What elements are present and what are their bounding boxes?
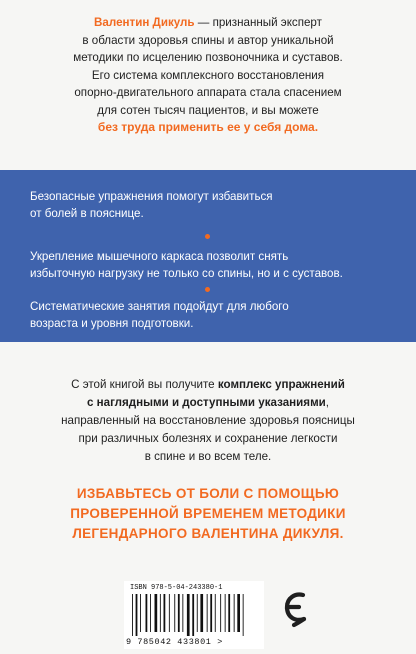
barcode-bar: [160, 594, 161, 632]
intro-line-4: Его система комплексного восстановления: [91, 68, 325, 82]
benefit-2-line-2: избыточную нагрузку не только со спины, но и с суставов.: [30, 267, 343, 280]
benefit-item: [30, 248, 386, 282]
benefit-item: [30, 188, 386, 222]
barcode-bar: [225, 594, 226, 632]
intro-paragraph: [20, 14, 396, 137]
barcode-bar: [210, 594, 212, 632]
intro-line-1: [20, 14, 396, 32]
body-line-2-bold: с наглядными и доступными указаниями: [86, 396, 326, 409]
benefit-1-line-1: Безопасные упражнения помогут избавиться: [30, 190, 273, 203]
body-line-1: [18, 376, 398, 394]
barcode-bar: [234, 594, 235, 632]
intro-cta: без труда применить ее у себя дома.: [97, 120, 319, 134]
isbn-label: ISBN 978-5-04-243380-1: [130, 584, 223, 592]
body-line-5: в спине и во всем теле.: [144, 450, 272, 463]
barcode-bar: [140, 594, 141, 632]
barcode-bars: [130, 594, 258, 636]
benefit-item: [30, 298, 386, 332]
barcode-panel: [124, 581, 264, 649]
separator-dot: [205, 287, 210, 292]
eksmo-logo-icon: [283, 590, 309, 628]
barcode-bar: [243, 594, 244, 636]
intro-line-2: в области здоровья спины и автор уникальной: [82, 33, 334, 47]
barcode-bar: [237, 594, 240, 632]
intro-line-6: для сотен тысяч пациентов, и вы можете: [97, 103, 319, 117]
headline: [20, 484, 396, 544]
body-line-4: при различных болезнях и сохранение легкости: [78, 432, 338, 445]
body-paragraph: [18, 376, 398, 466]
barcode-bar: [155, 594, 158, 632]
barcode-bar: [192, 594, 194, 636]
headline-line-1: ИЗБАВЬТЕСЬ ОТ БОЛИ С ПОМОЩЬЮ: [76, 486, 340, 501]
barcode-bar: [220, 594, 221, 632]
body-line-1-bold: комплекс упражнений: [217, 378, 345, 391]
benefit-3-line-2: возраста и уровня подготовки.: [30, 317, 194, 330]
body-line-2: [18, 394, 398, 412]
intro-line-1-rest: — признанный эксперт: [194, 16, 322, 29]
headline-line-2: ПРОВЕРЕННОЙ ВРЕМЕНЕМ МЕТОДИКИ: [70, 506, 346, 521]
benefit-3-line-1: Систематические занятия подойдут для любого: [30, 300, 289, 313]
barcode-digits: 9 785042 433801 >: [126, 637, 223, 647]
barcode-bar: [178, 594, 180, 632]
body-line-3: направленный на восстановление здоровья поясницы: [61, 414, 355, 427]
author-name: Валентин Дикуль: [94, 16, 195, 29]
benefit-1-line-2: от болей в пояснице.: [30, 207, 144, 220]
barcode-bar: [150, 594, 151, 632]
barcode-bar: [200, 594, 203, 632]
barcode-bar: [215, 594, 216, 632]
barcode-bar: [146, 594, 148, 632]
benefits-band: [0, 170, 416, 342]
barcode-bar: [187, 594, 190, 636]
headline-line-3: ЛЕГЕНДАРНОГО ВАЛЕНТИНА ДИКУЛЯ.: [72, 526, 344, 541]
barcode-bar: [174, 594, 175, 632]
body-line-2-post: ,: [325, 396, 330, 409]
barcode-bar: [169, 594, 170, 632]
barcode-bar: [132, 594, 133, 636]
barcode-bar: [136, 594, 138, 636]
benefit-2-line-1: Укрепление мышечного каркаса позволит снять: [30, 250, 289, 263]
body-line-1-pre: С этой книгой вы получите: [71, 378, 218, 391]
barcode-bar: [197, 594, 198, 632]
barcode-bar: [207, 594, 208, 632]
barcode-bar: [228, 594, 230, 632]
intro-line-3: методики по исцелению позвоночника и суставов.: [73, 51, 343, 64]
separator-dot: [205, 234, 210, 239]
barcode-bar: [164, 594, 166, 632]
barcode-bar: [182, 594, 183, 632]
intro-line-5: опорно-двигательного аппарата стала спасением: [74, 86, 342, 99]
